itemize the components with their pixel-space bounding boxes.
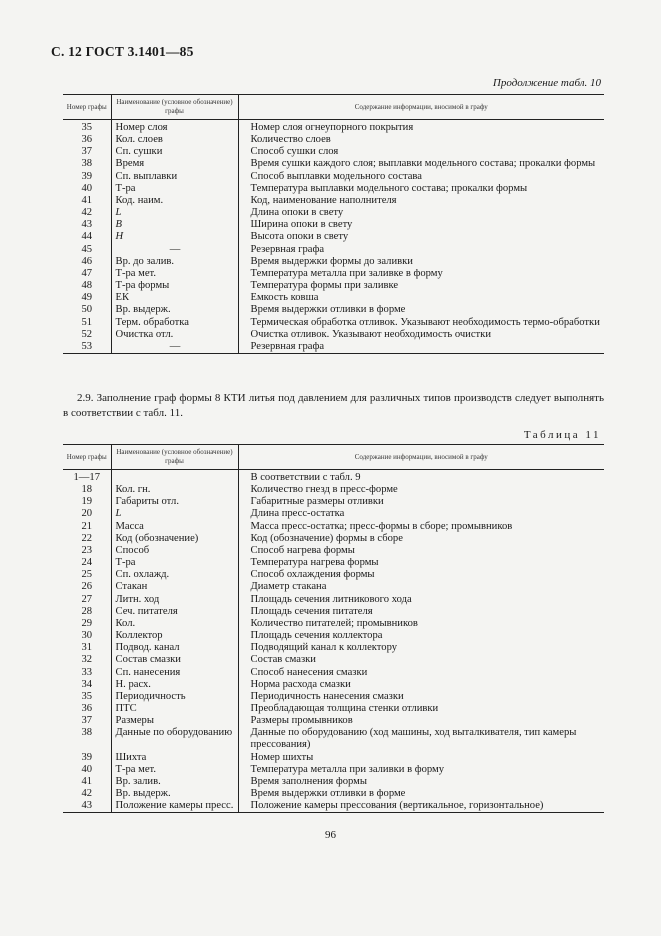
table-row [63,521,604,533]
table-row [63,470,604,485]
row-name: Сп. охлажд. [111,569,238,581]
row-number: 42 [63,207,111,219]
row-name: Терм. обработка [111,317,238,329]
row-name: Размеры [111,715,238,727]
row-info: Время выдержки отливки в форме [250,788,406,800]
table-row [63,120,604,135]
continuation-label: Продолжение табл. 10 [492,77,601,89]
table-row [63,727,604,751]
header-name: Наименование (условное обозначение) графы [111,445,238,470]
row-number: 36 [63,703,111,715]
row-info: В соответствии с табл. 9 [250,472,361,483]
table-row [63,533,604,545]
row-number: 44 [63,231,111,243]
row-number: 51 [63,317,111,329]
table-row [63,268,604,280]
row-number: 43 [63,800,111,813]
row-number: 25 [63,569,111,581]
row-name: L [111,508,238,520]
row-name: Т-ра [111,183,238,195]
table-row [63,183,604,195]
row-name: Сеч. питателя [111,606,238,618]
row-name: Номер слоя [111,120,238,135]
row-info: Данные по оборудованию (ход машины, ход выталкивателя, тип камеры прессования) [250,727,577,751]
row-number: 31 [63,642,111,654]
row-info: Диаметр стакана [250,581,327,593]
row-name: Коллектор [111,630,238,642]
row-name: Вр. залив. [111,776,238,788]
row-number: 42 [63,788,111,800]
row-name: Очистка отл. [111,329,238,341]
row-number: 38 [63,158,111,170]
row-name: Т-ра мет. [111,268,238,280]
table-row [63,134,604,146]
row-info: Резервная графа [250,243,325,255]
row-info: Температура выплавки модельного состава; прокалки формы [250,182,528,194]
row-name: Состав смазки [111,654,238,666]
row-name: Т-ра мет. [111,764,238,776]
table-row [63,654,604,666]
table-10-body [63,120,604,354]
row-info: Температура формы при заливке [250,280,399,292]
table-11 [63,444,604,813]
row-number: 23 [63,545,111,557]
row-info: Длина пресс-остатка [250,508,345,520]
table-row [63,788,604,800]
row-info: Очистка отливок. Указывают необходимость очистки [250,328,491,340]
row-number: 53 [63,341,111,354]
row-name: Время [111,158,238,170]
row-number: 21 [63,521,111,533]
page-number: 96 [325,829,336,841]
row-number: 38 [63,727,111,751]
row-name: Т-ра [111,557,238,569]
table-row [63,207,604,219]
paragraph-2-9: 2.9. Заполнение граф формы 8 КТИ литья под давлением для различных типов производств следует выполнять в соответствии с табл. 11. [63,392,604,419]
table-row [63,703,604,715]
row-name: Код (обозначение) [111,533,238,545]
table-row [63,341,604,354]
row-info: Количество гнезд в пресс-форме [250,484,398,496]
header-content: Содержание информации, вносимой в графу [238,445,604,470]
row-name: Код. наим. [111,195,238,207]
row-number: 45 [63,244,111,256]
table-row [63,231,604,243]
row-number: 27 [63,594,111,606]
row-number: 37 [63,715,111,727]
page-header: С. 12 ГОСТ 3.1401—85 [51,44,194,59]
row-number: 35 [63,120,111,135]
row-name: Кол. гн. [111,484,238,496]
row-info: Ширина опоки в свету [250,219,353,231]
row-info: Термическая обработка отливок. Указывают необходимость термо-обработки [250,316,600,328]
row-name: Данные по оборудованию [111,727,238,751]
row-info: Температура нагрева формы [250,557,379,569]
row-info: Способ выплавки модельного состава [250,170,422,182]
table-row [63,715,604,727]
row-number: 40 [63,764,111,776]
row-info: Размеры промывников [250,715,353,727]
row-number: 33 [63,667,111,679]
table-row [63,171,604,183]
row-number: 50 [63,304,111,316]
row-name: Подвод. канал [111,642,238,654]
table-row [63,557,604,569]
row-info: Площадь сечения коллектора [250,630,383,642]
row-name: Шихта [111,752,238,764]
table-row [63,484,604,496]
row-info: Время выдержки отливки в форме [250,304,406,316]
row-number: 1—17 [63,470,111,485]
row-number: 47 [63,268,111,280]
row-name: ЕК [111,292,238,304]
table-row [63,569,604,581]
row-info: Номер шихты [250,751,314,763]
table-row [63,630,604,642]
row-name: B [111,219,238,231]
table-row [63,545,604,557]
row-number: 41 [63,776,111,788]
row-info: Состав смазки [250,654,316,666]
row-number: 22 [63,533,111,545]
row-info: Емкость ковша [250,292,319,304]
row-info: Способ нанесения смазки [250,666,368,678]
row-name: Вр. выдерж. [111,788,238,800]
table-row [63,195,604,207]
table-row [63,292,604,304]
table-row [63,642,604,654]
row-info: Длина опоки в свету [250,207,344,219]
row-name: Кол. слоев [111,134,238,146]
table-row [63,280,604,292]
table-row [63,158,604,170]
row-number: 39 [63,171,111,183]
row-name: Положение камеры пресс. [111,800,238,813]
header-number: Номер графы [63,445,111,470]
table-row [63,219,604,231]
row-number: 19 [63,496,111,508]
table-row [63,329,604,341]
table-row [63,508,604,520]
table-row [63,618,604,630]
table-row [63,800,604,813]
row-name: L [111,207,238,219]
row-number: 30 [63,630,111,642]
row-number: 36 [63,134,111,146]
row-name: Габариты отл. [111,496,238,508]
row-name: Кол. [111,618,238,630]
table-row [63,776,604,788]
row-name: ПТС [111,703,238,715]
row-number: 24 [63,557,111,569]
row-info: Время заполнения формы [250,775,367,787]
row-number: 26 [63,581,111,593]
row-number: 39 [63,752,111,764]
row-info: Норма расхода смазки [250,678,351,690]
table-row [63,496,604,508]
row-name: Способ [111,545,238,557]
row-info: Время сушки каждого слоя; выплавки модельного состава; прокалки формы [250,158,596,170]
table-row [63,256,604,268]
row-name: Периодичность [111,691,238,703]
row-name: Сп. нанесения [111,667,238,679]
row-number: 32 [63,654,111,666]
row-number: 46 [63,256,111,268]
row-info: Температура металла при заливки в форму [250,763,445,775]
table-row [63,679,604,691]
row-number: 18 [63,484,111,496]
row-name: — [111,244,238,256]
row-number: 48 [63,280,111,292]
row-name: H [111,231,238,243]
table-row [63,691,604,703]
table-row [63,146,604,158]
table-row [63,317,604,329]
row-info: Высота опоки в свету [250,231,349,243]
row-number: 43 [63,219,111,231]
row-info: Преобладающая толщина стенки отливки [250,702,439,714]
row-number: 37 [63,146,111,158]
row-name: Сп. выплавки [111,171,238,183]
row-info: Габаритные размеры отливки [250,496,384,508]
row-info: Положение камеры прессования (вертикальное, горизонтальное) [238,800,604,813]
row-info: Масса пресс-остатка; пресс-формы в сборе; промывников [250,520,513,532]
row-number: 35 [63,691,111,703]
table-row [63,606,604,618]
row-info: Код, наименование наполнителя [250,194,397,206]
row-info: Площадь сечения питателя [250,605,373,617]
table-row [63,764,604,776]
row-name: Масса [111,521,238,533]
row-info: Температура металла при заливке в форму [250,267,443,279]
row-name: Литн. ход [111,594,238,606]
row-number: 49 [63,292,111,304]
table-row [63,667,604,679]
header-content: Содержание информации, вносимой в графу [238,95,604,120]
table-11-caption: Таблица 11 [523,429,601,441]
row-name: Стакан [111,581,238,593]
row-info: Количество питателей; промывников [250,617,418,629]
row-info: Время выдержки формы до заливки [250,255,413,267]
header-name: Наименование (условное обозначение) графы [111,95,238,120]
row-name: Вр. выдерж. [111,304,238,316]
row-info: Способ сушки слоя [250,146,339,158]
table-row [63,581,604,593]
table-10 [63,94,604,354]
row-name: Т-ра формы [111,280,238,292]
table-11-body [63,470,604,813]
table-row [63,304,604,316]
header-number: Номер графы [63,95,111,120]
row-name [111,470,238,485]
row-number: 20 [63,508,111,520]
table-row [63,594,604,606]
row-info: Подводящий канал к коллектору [250,642,398,654]
row-info: Площадь сечения литникового хода [250,593,412,605]
row-name: Н. расх. [111,679,238,691]
table-row [63,244,604,256]
row-number: 34 [63,679,111,691]
row-number: 40 [63,183,111,195]
row-info: Периодичность нанесения смазки [250,690,404,702]
table-row [63,752,604,764]
row-name: Сп. сушки [111,146,238,158]
row-number: 52 [63,329,111,341]
row-info: Способ охлаждения формы [250,569,375,581]
row-info: Код (обозначение) формы в сборе [250,532,403,544]
row-name: Вр. до залив. [111,256,238,268]
row-name: — [111,341,238,354]
row-info: Количество слоев [250,134,331,146]
row-number: 28 [63,606,111,618]
row-number: 29 [63,618,111,630]
row-info: Резервная графа [238,341,604,354]
row-number: 41 [63,195,111,207]
row-info: Способ нагрева формы [250,544,355,556]
row-info: Номер слоя огнеупорного покрытия [250,122,414,133]
